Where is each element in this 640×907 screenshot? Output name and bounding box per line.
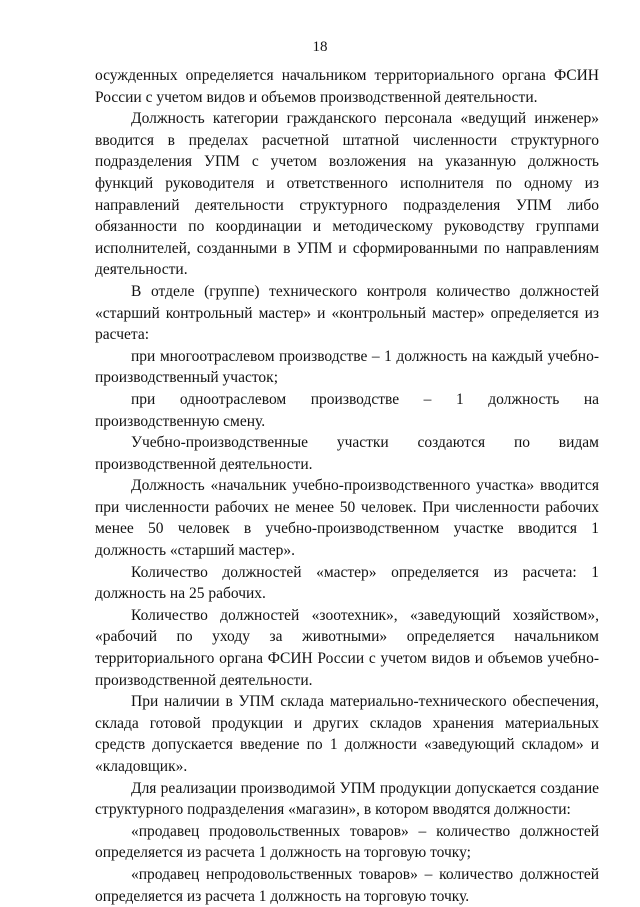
paragraph-warehouse: При наличии в УПМ склада материально-технического обеспечения, склада готовой продукции и других складов хранения материальных средств допускается введение по 1 должности «заведующий складом» и «кладовщик». xyxy=(95,693,599,775)
paragraph-food-seller: «продавец продовольственных товаров» – количество должностей определяется из расчета 1 должность на торговую точку; xyxy=(95,822,599,862)
paragraph-site-head: Должность «начальник учебно-производственного участка» вводится при численности рабочих не менее 50 человек. При численности рабочих менее 50 человек в учебно-производственном участке вводится 1 должность «старший мастер». xyxy=(95,477,599,560)
paragraph-continuation: осужденных определяется начальником территориального органа ФСИН России с учетом видов и объемов производственной деятельности. xyxy=(95,67,599,106)
paragraph-foreman: Количество должностей «мастер» определяется из расчета: 1 должность на 25 рабочих. xyxy=(95,563,599,603)
paragraph-shop: Для реализации производимой УПМ продукции допускается создание структурного подразделения «магазин», в котором вводятся должности: xyxy=(95,779,599,819)
paragraph-technical-control: В отделе (группе) технического контроля количество должностей «старший контрольный мастер» и «контрольный мастер» определяется из расчета: xyxy=(95,282,599,344)
paragraph-multi-sector: при многоотраслевом производстве – 1 должность на каждый учебно-производственный участок; xyxy=(95,347,599,387)
paragraph-livestock: Количество должностей «зоотехник», «заведующий хозяйством», «рабочий по уходу за животными» определяется начальником территориального органа ФСИН России с учетом видов и объемов учебно-производственной деятельности. xyxy=(95,606,599,689)
document-body xyxy=(95,65,599,907)
paragraph-nonfood-seller: «продавец непродовольственных товаров» – количество должностей определяется из расчета 1 должность на торговую точку. xyxy=(95,865,599,905)
paragraph-training-sites: Учебно-производственные участки создаются по видам производственной деятельности. xyxy=(95,434,599,473)
paragraph-lead-engineer: Должность категории гражданского персонала «ведущий инженер» вводится в пределах расчетной штатной численности структурного подразделения УПМ с учетом возложения на указанную должность функций руководителя и ответственного исполнителя по одному из направлений деятельности структурного подразделения УПМ либо обязанности по координации и методическому руководству группами исполнителей, созданными в УПМ и сформированными по направлениям деятельности. xyxy=(95,110,599,279)
paragraph-single-sector: при одноотраслевом производстве – 1 должность на производственную смену. xyxy=(95,390,599,430)
page-number: 18 xyxy=(312,39,328,55)
